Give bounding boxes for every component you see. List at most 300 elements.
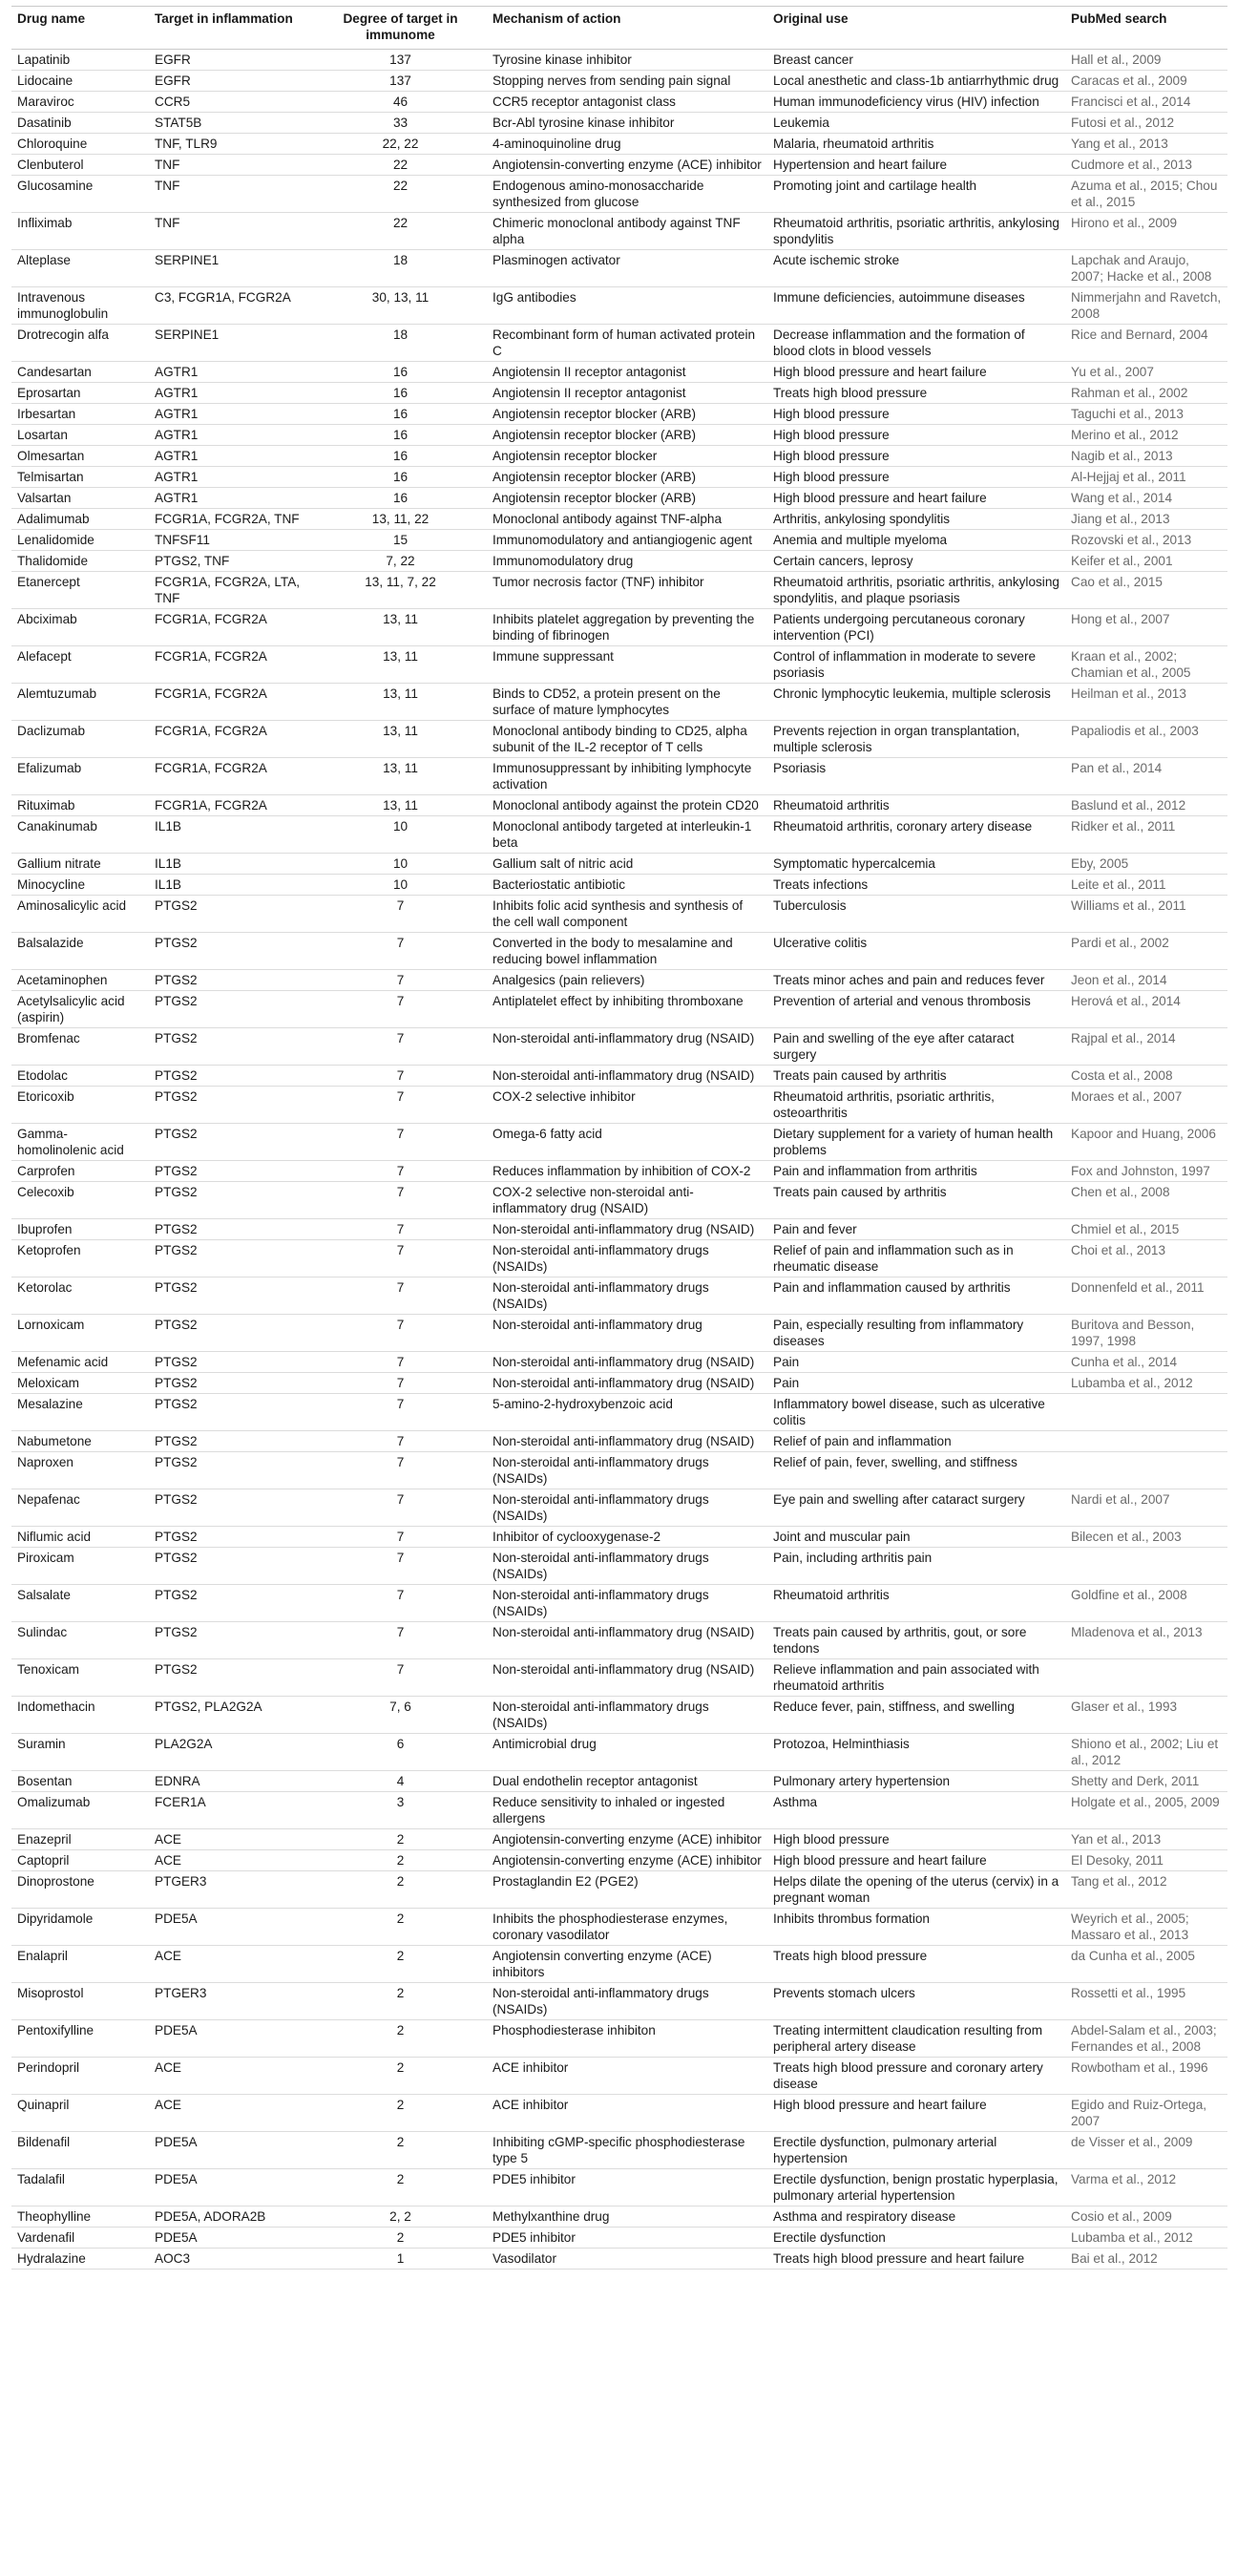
original-use-cell: Joint and muscular pain [767,1527,1065,1548]
original-use-cell: Relieve inflammation and pain associated with rheumatoid arthritis [767,1659,1065,1697]
original-use-cell: Asthma [767,1792,1065,1829]
original-use-cell: High blood pressure and heart failure [767,488,1065,509]
original-use-cell: Acute ischemic stroke [767,250,1065,287]
table-row [11,2169,1227,2206]
table-row [11,2249,1227,2270]
mechanism-cell: Non-steroidal anti-inflammatory drugs (NSAIDs) [487,1489,767,1527]
target-cell: FCGR1A, FCGR2A [149,684,314,721]
degree-cell: 137 [314,71,487,92]
table-row [11,1697,1227,1734]
pubmed-cell: Weyrich et al., 2005; Massaro et al., 2013 [1065,1909,1227,1946]
original-use-cell: Psoriasis [767,758,1065,795]
drug-name-cell: Quinapril [11,2095,149,2132]
mechanism-cell: Methylxanthine drug [487,2206,767,2228]
degree-cell: 7 [314,1373,487,1394]
drug-name-cell: Naproxen [11,1452,149,1489]
target-cell: TNF, TLR9 [149,134,314,155]
original-use-cell: High blood pressure and heart failure [767,1850,1065,1871]
table-row [11,1219,1227,1240]
table-row [11,2206,1227,2228]
table-row [11,1983,1227,2020]
table-row [11,1452,1227,1489]
pubmed-cell: Fox and Johnston, 1997 [1065,1161,1227,1182]
drug-name-cell: Celecoxib [11,1182,149,1219]
drug-name-cell: Etodolac [11,1066,149,1087]
pubmed-cell: Francisci et al., 2014 [1065,92,1227,113]
table-row [11,1315,1227,1352]
mechanism-cell: Angiotensin receptor blocker (ARB) [487,467,767,488]
original-use-cell: Helps dilate the opening of the uterus (cervix) in a pregnant woman [767,1871,1065,1909]
original-use-cell: Pain [767,1373,1065,1394]
pubmed-cell: Hong et al., 2007 [1065,609,1227,646]
pubmed-cell: Wang et al., 2014 [1065,488,1227,509]
target-cell: TNFSF11 [149,530,314,551]
mechanism-cell: Inhibiting cGMP-specific phosphodiesterase type 5 [487,2132,767,2169]
mechanism-cell: Non-steroidal anti-inflammatory drug (NSAID) [487,1028,767,1066]
degree-cell: 16 [314,488,487,509]
table-row [11,1352,1227,1373]
table-row [11,970,1227,991]
original-use-cell: Relief of pain and inflammation such as in rheumatic disease [767,1240,1065,1277]
pubmed-cell: Yan et al., 2013 [1065,1829,1227,1850]
mechanism-cell: IgG antibodies [487,287,767,325]
target-cell: FCGR1A, FCGR2A [149,646,314,684]
mechanism-cell: Non-steroidal anti-inflammatory drug (NSAID) [487,1219,767,1240]
target-cell: TNF [149,176,314,213]
table-row [11,875,1227,896]
drug-name-cell: Mesalazine [11,1394,149,1431]
target-cell: PTGS2 [149,1394,314,1431]
table-row [11,572,1227,609]
degree-cell: 16 [314,467,487,488]
target-cell: ACE [149,2058,314,2095]
degree-cell: 7 [314,1659,487,1697]
drug-name-cell: Piroxicam [11,1548,149,1585]
target-cell: EGFR [149,71,314,92]
drug-name-cell: Enalapril [11,1946,149,1983]
degree-cell: 2 [314,2228,487,2249]
target-cell: PTGS2 [149,896,314,933]
pubmed-cell: Rowbotham et al., 1996 [1065,2058,1227,2095]
pubmed-cell: de Visser et al., 2009 [1065,2132,1227,2169]
pubmed-cell [1065,1548,1227,1585]
table-row [11,467,1227,488]
drug-name-cell: Rituximab [11,795,149,816]
mechanism-cell: Bcr-Abl tyrosine kinase inhibitor [487,113,767,134]
degree-cell: 10 [314,875,487,896]
target-cell: PDE5A [149,2020,314,2058]
original-use-cell: Rheumatoid arthritis, psoriatic arthritis, ankylosing spondylitis [767,213,1065,250]
target-cell: PTGER3 [149,1871,314,1909]
degree-cell: 7 [314,1585,487,1622]
degree-cell: 2 [314,2169,487,2206]
drug-name-cell: Lapatinib [11,50,149,71]
header-mechanism: Mechanism of action [487,7,767,50]
degree-cell: 13, 11, 22 [314,509,487,530]
table-row [11,1585,1227,1622]
degree-cell: 7 [314,1066,487,1087]
degree-cell: 2 [314,2020,487,2058]
target-cell: PTGS2, PLA2G2A [149,1697,314,1734]
table-row [11,2132,1227,2169]
original-use-cell: Treats pain caused by arthritis [767,1066,1065,1087]
mechanism-cell: Monoclonal antibody binding to CD25, alpha subunit of the IL-2 receptor of T cells [487,721,767,758]
mechanism-cell: Non-steroidal anti-inflammatory drug [487,1315,767,1352]
degree-cell: 46 [314,92,487,113]
pubmed-cell: Tang et al., 2012 [1065,1871,1227,1909]
pubmed-cell: Papaliodis et al., 2003 [1065,721,1227,758]
table-row [11,896,1227,933]
mechanism-cell: Inhibits platelet aggregation by preventing the binding of fibrinogen [487,609,767,646]
mechanism-cell: Angiotensin-converting enzyme (ACE) inhibitor [487,1829,767,1850]
target-cell: AGTR1 [149,383,314,404]
original-use-cell: Chronic lymphocytic leukemia, multiple sclerosis [767,684,1065,721]
target-cell: PTGS2, TNF [149,551,314,572]
original-use-cell: Treats pain caused by arthritis, gout, or sore tendons [767,1622,1065,1659]
mechanism-cell: Non-steroidal anti-inflammatory drugs (NSAIDs) [487,1452,767,1489]
degree-cell: 1 [314,2249,487,2270]
drug-name-cell: Minocycline [11,875,149,896]
target-cell: PDE5A [149,2228,314,2249]
target-cell: FCER1A [149,1792,314,1829]
original-use-cell: Inhibits thrombus formation [767,1909,1065,1946]
mechanism-cell: Angiotensin receptor blocker (ARB) [487,488,767,509]
original-use-cell: Treats high blood pressure and heart failure [767,2249,1065,2270]
original-use-cell: Treats high blood pressure [767,383,1065,404]
target-cell: AGTR1 [149,404,314,425]
degree-cell: 13, 11, 7, 22 [314,572,487,609]
drug-name-cell: Hydralazine [11,2249,149,2270]
original-use-cell: Pain, especially resulting from inflammatory diseases [767,1315,1065,1352]
table-row [11,1771,1227,1792]
table-row [11,509,1227,530]
mechanism-cell: ACE inhibitor [487,2095,767,2132]
target-cell: IL1B [149,854,314,875]
mechanism-cell: Angiotensin receptor blocker [487,446,767,467]
original-use-cell: Hypertension and heart failure [767,155,1065,176]
target-cell: FCGR1A, FCGR2A, TNF [149,509,314,530]
pubmed-cell: Shetty and Derk, 2011 [1065,1771,1227,1792]
pubmed-cell: Rahman et al., 2002 [1065,383,1227,404]
original-use-cell: Arthritis, ankylosing spondylitis [767,509,1065,530]
table-row [11,155,1227,176]
mechanism-cell: Recombinant form of human activated protein C [487,325,767,362]
original-use-cell: Breast cancer [767,50,1065,71]
original-use-cell: Rheumatoid arthritis, psoriatic arthritis, osteoarthritis [767,1087,1065,1124]
original-use-cell: Pain and swelling of the eye after cataract surgery [767,1028,1065,1066]
original-use-cell: Pain, including arthritis pain [767,1548,1065,1585]
degree-cell: 7 [314,1394,487,1431]
drug-name-cell: Maraviroc [11,92,149,113]
drug-name-cell: Vardenafil [11,2228,149,2249]
pubmed-cell [1065,1659,1227,1697]
pubmed-cell: Chen et al., 2008 [1065,1182,1227,1219]
pubmed-cell: Buritova and Besson, 1997, 1998 [1065,1315,1227,1352]
pubmed-cell: Jeon et al., 2014 [1065,970,1227,991]
target-cell: PTGS2 [149,1240,314,1277]
table-row [11,1792,1227,1829]
pubmed-cell: Caracas et al., 2009 [1065,71,1227,92]
table-row [11,1373,1227,1394]
target-cell: IL1B [149,875,314,896]
degree-cell: 2 [314,1909,487,1946]
mechanism-cell: Angiotensin II receptor antagonist [487,383,767,404]
degree-cell: 22 [314,213,487,250]
drug-name-cell: Pentoxifylline [11,2020,149,2058]
drug-name-cell: Acetylsalicylic acid (aspirin) [11,991,149,1028]
pubmed-cell: Azuma et al., 2015; Chou et al., 2015 [1065,176,1227,213]
degree-cell: 22 [314,176,487,213]
original-use-cell: Local anesthetic and class-1b antiarrhythmic drug [767,71,1065,92]
original-use-cell: Patients undergoing percutaneous coronary intervention (PCI) [767,609,1065,646]
drug-name-cell: Bildenafil [11,2132,149,2169]
table-row [11,1277,1227,1315]
mechanism-cell: Non-steroidal anti-inflammatory drugs (NSAIDs) [487,1240,767,1277]
original-use-cell: High blood pressure [767,404,1065,425]
degree-cell: 2 [314,2095,487,2132]
original-use-cell: Rheumatoid arthritis, coronary artery disease [767,816,1065,854]
degree-cell: 7 [314,1240,487,1277]
original-use-cell: Pain [767,1352,1065,1373]
table-row [11,1066,1227,1087]
target-cell: PTGS2 [149,1182,314,1219]
target-cell: ACE [149,1946,314,1983]
table-row [11,721,1227,758]
table-row [11,425,1227,446]
table-row [11,446,1227,467]
mechanism-cell: Angiotensin converting enzyme (ACE) inhibitors [487,1946,767,1983]
original-use-cell: Prevents stomach ulcers [767,1983,1065,2020]
pubmed-cell: Nagib et al., 2013 [1065,446,1227,467]
drug-name-cell: Chloroquine [11,134,149,155]
pubmed-cell: da Cunha et al., 2005 [1065,1946,1227,1983]
drug-name-cell: Abciximab [11,609,149,646]
degree-cell: 18 [314,250,487,287]
degree-cell: 7 [314,1452,487,1489]
pubmed-cell [1065,1452,1227,1489]
mechanism-cell: Non-steroidal anti-inflammatory drug (NSAID) [487,1659,767,1697]
mechanism-cell: Plasminogen activator [487,250,767,287]
drug-name-cell: Gamma-homolinolenic acid [11,1124,149,1161]
target-cell: STAT5B [149,113,314,134]
table-row [11,1182,1227,1219]
drug-name-cell: Losartan [11,425,149,446]
pubmed-cell: Kraan et al., 2002; Chamian et al., 2005 [1065,646,1227,684]
mechanism-cell: Endogenous amino-monosaccharide synthesized from glucose [487,176,767,213]
mechanism-cell: CCR5 receptor antagonist class [487,92,767,113]
mechanism-cell: Immunosuppressant by inhibiting lymphocyte activation [487,758,767,795]
drug-name-cell: Etanercept [11,572,149,609]
pubmed-cell: Bai et al., 2012 [1065,2249,1227,2270]
target-cell: PTGS2 [149,1315,314,1352]
mechanism-cell: Non-steroidal anti-inflammatory drugs (NSAIDs) [487,1697,767,1734]
drug-name-cell: Omalizumab [11,1792,149,1829]
table-row [11,71,1227,92]
pubmed-cell: Jiang et al., 2013 [1065,509,1227,530]
target-cell: PTGS2 [149,1028,314,1066]
pubmed-cell: Taguchi et al., 2013 [1065,404,1227,425]
table-row [11,646,1227,684]
degree-cell: 7 [314,933,487,970]
drug-name-cell: Bosentan [11,1771,149,1792]
mechanism-cell: Binds to CD52, a protein present on the surface of mature lymphocytes [487,684,767,721]
table-row [11,1087,1227,1124]
target-cell: PTGS2 [149,1219,314,1240]
pubmed-cell: Kapoor and Huang, 2006 [1065,1124,1227,1161]
target-cell: PTGS2 [149,1489,314,1527]
target-cell: PLA2G2A [149,1734,314,1771]
drug-name-cell: Sulindac [11,1622,149,1659]
table-row [11,1659,1227,1697]
pubmed-cell: Lubamba et al., 2012 [1065,1373,1227,1394]
drug-name-cell: Irbesartan [11,404,149,425]
target-cell: EGFR [149,50,314,71]
target-cell: ACE [149,2095,314,2132]
degree-cell: 7 [314,1087,487,1124]
target-cell: TNF [149,213,314,250]
table-row [11,1850,1227,1871]
degree-cell: 15 [314,530,487,551]
pubmed-cell: Choi et al., 2013 [1065,1240,1227,1277]
pubmed-cell: Rossetti et al., 1995 [1065,1983,1227,2020]
target-cell: PTGS2 [149,1548,314,1585]
drug-name-cell: Indomethacin [11,1697,149,1734]
degree-cell: 7 [314,1124,487,1161]
original-use-cell: Decrease inflammation and the formation of blood clots in blood vessels [767,325,1065,362]
degree-cell: 22, 22 [314,134,487,155]
target-cell: SERPINE1 [149,250,314,287]
table-row [11,795,1227,816]
degree-cell: 7 [314,1527,487,1548]
drug-repurposing-table [11,6,1227,2270]
degree-cell: 7 [314,1277,487,1315]
degree-cell: 2 [314,1829,487,1850]
table-row [11,1394,1227,1431]
original-use-cell: Pain and fever [767,1219,1065,1240]
original-use-cell: Symptomatic hypercalcemia [767,854,1065,875]
drug-name-cell: Lenalidomide [11,530,149,551]
pubmed-cell: Chmiel et al., 2015 [1065,1219,1227,1240]
pubmed-cell [1065,1394,1227,1431]
target-cell: PTGS2 [149,1585,314,1622]
target-cell: PDE5A [149,2132,314,2169]
pubmed-cell: Eby, 2005 [1065,854,1227,875]
drug-name-cell: Intravenous immunoglobulin [11,287,149,325]
degree-cell: 2 [314,1946,487,1983]
pubmed-cell: Goldfine et al., 2008 [1065,1585,1227,1622]
target-cell: PTGS2 [149,991,314,1028]
drug-name-cell: Canakinumab [11,816,149,854]
pubmed-cell: Nardi et al., 2007 [1065,1489,1227,1527]
pubmed-cell: Pan et al., 2014 [1065,758,1227,795]
drug-name-cell: Alemtuzumab [11,684,149,721]
original-use-cell: Pain and inflammation caused by arthritis [767,1277,1065,1315]
drug-name-cell: Theophylline [11,2206,149,2228]
pubmed-cell: Al-Hejjaj et al., 2011 [1065,467,1227,488]
pubmed-cell: Yu et al., 2007 [1065,362,1227,383]
original-use-cell: Treats infections [767,875,1065,896]
table-row [11,1240,1227,1277]
target-cell: C3, FCGR1A, FCGR2A [149,287,314,325]
table-row [11,287,1227,325]
target-cell: FCGR1A, FCGR2A [149,795,314,816]
pubmed-cell: Egido and Ruiz-Ortega, 2007 [1065,2095,1227,2132]
pubmed-cell: Cao et al., 2015 [1065,572,1227,609]
degree-cell: 18 [314,325,487,362]
mechanism-cell: Tyrosine kinase inhibitor [487,50,767,71]
mechanism-cell: Monoclonal antibody against the protein CD20 [487,795,767,816]
drug-name-cell: Dipyridamole [11,1909,149,1946]
degree-cell: 16 [314,362,487,383]
table-row [11,2058,1227,2095]
degree-cell: 7 [314,991,487,1028]
mechanism-cell: Chimeric monoclonal antibody against TNF alpha [487,213,767,250]
table-row [11,609,1227,646]
table-row [11,325,1227,362]
pubmed-cell: Merino et al., 2012 [1065,425,1227,446]
degree-cell: 7 [314,1489,487,1527]
mechanism-cell: Angiotensin receptor blocker (ARB) [487,425,767,446]
table-header-row [11,7,1227,50]
pubmed-cell: Abdel-Salam et al., 2003; Fernandes et al., 2008 [1065,2020,1227,2058]
drug-name-cell: Suramin [11,1734,149,1771]
drug-name-cell: Niflumic acid [11,1527,149,1548]
target-cell: PDE5A, ADORA2B [149,2206,314,2228]
original-use-cell: Promoting joint and cartilage health [767,176,1065,213]
drug-name-cell: Enazepril [11,1829,149,1850]
degree-cell: 13, 11 [314,609,487,646]
table-row [11,362,1227,383]
table-row [11,176,1227,213]
mechanism-cell: Angiotensin II receptor antagonist [487,362,767,383]
mechanism-cell: Non-steroidal anti-inflammatory drugs (NSAIDs) [487,1585,767,1622]
original-use-cell: High blood pressure and heart failure [767,362,1065,383]
table-row [11,854,1227,875]
original-use-cell: Ulcerative colitis [767,933,1065,970]
table-row [11,530,1227,551]
target-cell: AGTR1 [149,467,314,488]
drug-name-cell: Ketorolac [11,1277,149,1315]
table-row [11,404,1227,425]
drug-name-cell: Tenoxicam [11,1659,149,1697]
mechanism-cell: Converted in the body to mesalamine and reducing bowel inflammation [487,933,767,970]
target-cell: PTGS2 [149,1161,314,1182]
mechanism-cell: Angiotensin receptor blocker (ARB) [487,404,767,425]
mechanism-cell: Stopping nerves from sending pain signal [487,71,767,92]
pubmed-cell: Williams et al., 2011 [1065,896,1227,933]
table-row [11,1028,1227,1066]
mechanism-cell: Non-steroidal anti-inflammatory drugs (NSAIDs) [487,1983,767,2020]
target-cell: SERPINE1 [149,325,314,362]
target-cell: EDNRA [149,1771,314,1792]
drug-name-cell: Lidocaine [11,71,149,92]
degree-cell: 7 [314,1315,487,1352]
drug-name-cell: Nabumetone [11,1431,149,1452]
drug-name-cell: Efalizumab [11,758,149,795]
original-use-cell: Control of inflammation in moderate to severe psoriasis [767,646,1065,684]
original-use-cell: Erectile dysfunction, benign prostatic hyperplasia, pulmonary arterial hypertension [767,2169,1065,2206]
mechanism-cell: Immunomodulatory drug [487,551,767,572]
degree-cell: 7 [314,970,487,991]
degree-cell: 7 [314,1219,487,1240]
target-cell: ACE [149,1829,314,1850]
target-cell: PTGS2 [149,1277,314,1315]
pubmed-cell: Baslund et al., 2012 [1065,795,1227,816]
degree-cell: 22 [314,155,487,176]
target-cell: FCGR1A, FCGR2A [149,609,314,646]
mechanism-cell: Non-steroidal anti-inflammatory drugs (NSAIDs) [487,1548,767,1585]
table-row [11,92,1227,113]
